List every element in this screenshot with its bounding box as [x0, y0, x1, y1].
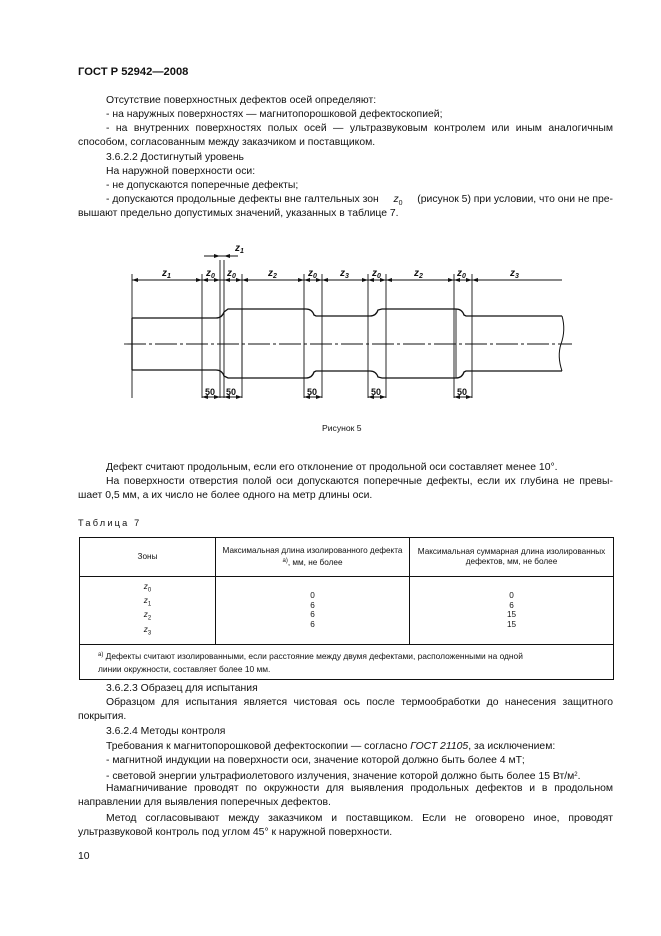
list-item-inner-cont: способом, согласованным между заказчиком и поставщиком.	[78, 137, 376, 148]
bottom-dimension-arrows	[202, 395, 472, 399]
zone-z0: $z_0$	[143, 582, 152, 594]
paragraph-method-cont: ультразвуковой контроль под углом 45° к наружной поверхности.	[78, 827, 393, 838]
fig-label-z0-e: $z_0$	[457, 268, 466, 280]
fig-label-z0-a: $z_0$	[206, 268, 215, 280]
section-title-3623: 3.6.2.3 Образец для испытания	[106, 683, 258, 694]
fig-dim-50-b: 50	[226, 387, 237, 397]
fig-dim-50-a: 50	[205, 387, 216, 397]
fig-label-z1-top: $z_1$	[235, 243, 244, 255]
zone-symbol-sub: 0	[398, 200, 403, 208]
paragraph-outer-surface: На наружной поверхности оси:	[106, 166, 256, 177]
paragraph-hole-surface: На поверхности отверстия полой оси допускаются поперечные дефекты, если их глубина не превы-	[106, 476, 613, 487]
zones-cell	[80, 577, 216, 645]
list-item-outer: - на наружных поверхностях — магнитопорошковой дефектоскопией;	[106, 109, 443, 120]
paragraph-longitudinal-def: Дефект считают продольным, если его отклонение от продольной оси составляет менее 10°.	[106, 462, 558, 473]
longitudinal-text-a: - допускаются продольные дефекты вне галтельных зон	[106, 194, 379, 205]
zone-z1: $z_1$	[143, 596, 152, 608]
list-item-longitudinal-cont: вышают предельно допустимых значений, указанных в таблице 7.	[78, 208, 399, 219]
fig-label-z0-b: $z_0$	[227, 268, 236, 280]
table-body	[80, 577, 614, 645]
paragraph-specimen: Образцом для испытания является чистовая ось после термообработки до нанесения защитного	[106, 697, 613, 708]
gost-reference-link: ГОСТ 21105	[410, 741, 469, 752]
paragraph-method: Метод согласовывают между заказчиком и поставщиком. Если не оговорено иное, проводят	[106, 813, 613, 824]
dimension-extension-lines	[132, 260, 472, 398]
list-item-inner: - на внутренних поверхностях полых осей — ультразвуковым контролем или иным аналогичным	[106, 123, 613, 134]
document-header: ГОСТ Р 52942—2008	[78, 66, 189, 78]
paragraph-hole-surface-cont: шает 0,5 мм, а их число не более одного на метр длины оси.	[78, 490, 373, 501]
fig-label-z3-a: $z_3$	[340, 268, 349, 280]
zone-z2: $z_2$	[143, 610, 152, 623]
max-length-cell: 0 6 6 6	[216, 577, 410, 645]
header-max-sum: Максимальная суммарная длина изолированных дефектов, мм, не более	[410, 538, 614, 577]
section-title-3624: 3.6.2.4 Методы контроля	[106, 726, 226, 737]
fig-label-z3-b: $z_3$	[510, 268, 519, 280]
header-max-length: Максимальная длина изолированного дефекта $^{а)}$, мм, не более	[216, 538, 410, 577]
paragraph-defects-intro: Отсутствие поверхностных дефектов осей определяют:	[106, 95, 377, 106]
max-sum-cell: 0 6 15 15	[410, 577, 614, 645]
longitudinal-text-b: (рисунок 5) при условии, что они не пре-	[417, 194, 613, 205]
table-header-row	[80, 538, 614, 577]
fig-label-z2-a: $z_2$	[268, 268, 277, 280]
paragraph-requirements: Требования к магнитопорошковой дефектоскопии — согласно ГОСТ 21105, за исключением:	[106, 741, 556, 752]
list-item-no-transverse: - не допускаются поперечные дефекты;	[106, 180, 299, 191]
list-item-induction: - магнитной индукции на поверхности оси, значение которой должно быть более 4 мТ;	[106, 755, 525, 766]
zone-z3: $z_3$	[143, 624, 152, 637]
zone-symbol-z: z	[393, 194, 399, 205]
page-number: 10	[78, 851, 90, 862]
table-7	[79, 537, 614, 680]
fig-label-z0-d: $z_0$	[372, 268, 381, 280]
table-footnote: $^{а)}$ Дефекты считают изолированными, если расстояние между двумя дефектами, расположенными на одной линии окружности, составляет более 10 мм.	[80, 644, 614, 679]
figure-5-axle-drawing	[0, 0, 661, 440]
figure-caption: Рисунок 5	[322, 423, 362, 433]
break-line	[559, 316, 564, 371]
list-item-uv: - световой энергии ультрафиолетового излучения, значение которой должно быть более 15 $Вт/м^2$.	[106, 771, 581, 782]
fig-label-z2-b: $z_2$	[414, 268, 423, 280]
fig-dim-50-d: 50	[371, 387, 382, 397]
section-title-3622: 3.6.2.2 Достигнутый уровень	[106, 152, 244, 163]
paragraph-specimen-cont: покрытия.	[78, 711, 127, 722]
table-title: Таблица 7	[78, 518, 142, 528]
table-footnote-row	[80, 644, 614, 679]
fig-label-z1: $z_1$	[162, 268, 171, 280]
paragraph-magnetization-cont: направлении для выявления поперечных дефектов.	[78, 797, 331, 808]
axle-outline	[132, 309, 562, 378]
fig-dim-50-e: 50	[457, 387, 468, 397]
fig-label-z0-c: $z_0$	[308, 268, 317, 280]
header-zones: Зоны	[80, 538, 216, 577]
fig-dim-50-c: 50	[307, 387, 318, 397]
z1-small-dimension	[204, 254, 238, 258]
paragraph-magnetization: Намагничивание проводят по окружности для выявления продольных дефектов и в продольном	[106, 783, 613, 794]
